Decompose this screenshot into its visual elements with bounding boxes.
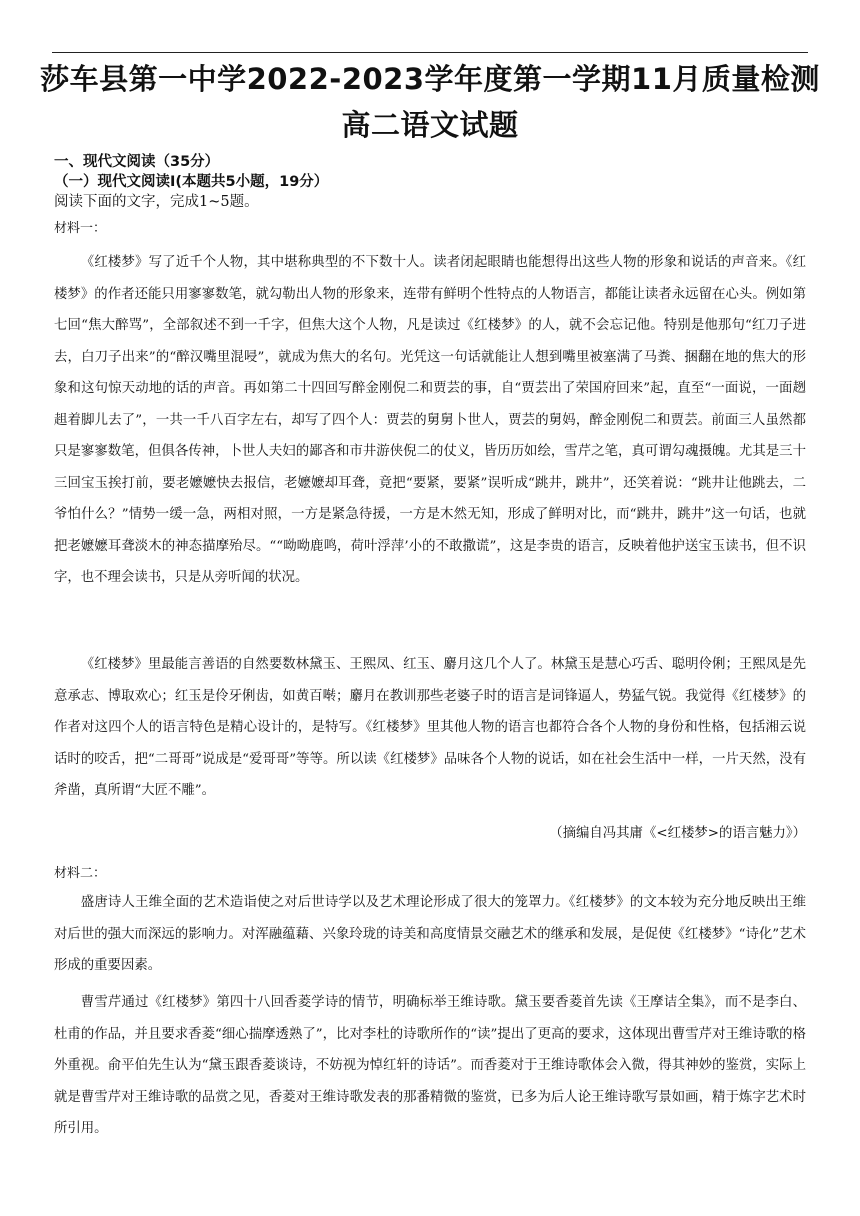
material1-paragraph: 《红楼梦》写了近千个人物，其中堪称典型的不下数十人。读者闭起眼睛也能想得出这些人物的形象和说话的声音来。《红楼梦》的作者还能只用寥寥数笔，就勾勒出人物的形象来，连带有鲜明个性特点的人物语言，都能让读者永远留在心头。例如第七回“焦大醉骂”，全部叙述不到一千字，但焦大这个人物，凡是读过《红楼梦》的人，就不会忘记他。特别是他那句“红刀子进去，白刀子出来”的“醉汉嘴里混唚”，就成为焦大的名句。光凭这一句话就能让人想到嘴里被塞满了马粪、捆翻在地的焦大的形象和这句惊天动地的话的声音。再如第二十四回写醉金刚倪二和贾芸的事，自“贾芸出了荣国府回来”起，直至“一面说，一面趔趄着脚儿去了”，一共一千八百字左右，却写了四个人：贾芸的舅舅卜世人，贾芸的舅妈，醉金刚倪二和贾芸。前面三人虽然都只是寥寥数笔，但俱各传神，卜世人夫妇的鄙吝和市井游侠倪二的仗义，皆历历如绘，雪芹之笔，真可谓勾魂摄魄。尤其是三十三回宝玉挨打前，要老嬷嬷快去报信，老嬷嬷却耳聋，竟把“要紧，要紧”误听成“跳井，跳井”，还笑着说：“跳井让他跳去，二爷怕什么？”情势一缓一急，两相对照，一方是紧急待援，一方是木然无知，形成了鲜明对比，而“跳井，跳井”这一句话，也就把老嬷嬷耳聋淡木的神态描摩殆尽。““呦呦鹿鸣，荷叶浮萍’小的不敢撒谎”，这是李贵的语言，反映着他护送宝玉读书，但不识字，也不理会读书，只是从旁听闻的状况。 [54,255,806,585]
material1-label: 材料一： [54,221,107,236]
section-heading: 一、现代文阅读（35分） [54,154,220,170]
reading-instruction: 阅读下面的文字，完成1~5题。 [54,194,259,210]
material1-paragraph: 《红楼梦》里最能言善语的自然要数林黛玉、王熙凤、红玉、麝月这几个人了。林黛玉是慧心巧舌、聪明伶俐；王熙凤是先意承志、博取欢心；红玉是伶牙俐齿，如黄百啭；麝月在教训那些老婆子时的语言是词锋逼人，势猛气锐。我觉得《红楼梦》的作者对这四个人的语言特色是精心设计的，是特写。《红楼梦》里其他人物的语言也都符合各个人物的身份和性格，包括湘云说话时的咬舌，把“二哥哥”说成是“爱哥哥”等等。所以读《红楼梦》品味各个人物的说话，如在社会生活中一样，一片天然，没有斧凿，真所谓“大匠不雕”。 [54,657,806,798]
material2-paragraph: 曹雪芹通过《红楼梦》第四十八回香菱学诗的情节，明确标举王维诗歌。黛玉要香菱首先读《王摩诘全集》，而不是李白、杜甫的作品，并且要求香菱“细心揣摩透熟了”，比对李杜的诗歌所作的“读”提出了更高的要求，这体现出曹雪芹对王维诗歌的格外重视。俞平伯先生认为“黛玉跟香菱谈诗，不妨视为悼红轩的诗话”。而香菱对于王维诗歌体会入微，得其神妙的鉴赏，实际上就是曹雪芹对王维诗歌的品赏之见，香菱对王维诗歌发表的那番精微的鉴赏，已多为后人论王维诗歌写景如画，精于炼字艺术时所引用。 [54,995,806,1136]
exam-title-line1: 莎车县第一中学2022-2023学年度第一学期11月质量检测 [40,62,820,96]
subsection-heading: （一）现代文阅读Ⅰ(本题共5小题，19分） [54,174,329,190]
material1-source-citation: （摘编自冯其庸《<红楼梦>的语言魅力》） [549,826,806,841]
material2-paragraph: 盛唐诗人王维全面的艺术造诣使之对后世诗学以及艺术理论形成了很大的笼罩力。《红楼梦》的文本较为充分地反映出王维对后世的强大而深远的影响力。对浑融蕴藉、兴象玲珑的诗美和高度情景交融艺术的继承和发展，是促使《红楼梦》“诗化”艺术形成的重要因素。 [54,895,806,973]
exam-title-line2: 高二语文试题 [341,108,519,142]
top-divider [52,52,808,53]
material2-label: 材料二： [54,866,107,881]
